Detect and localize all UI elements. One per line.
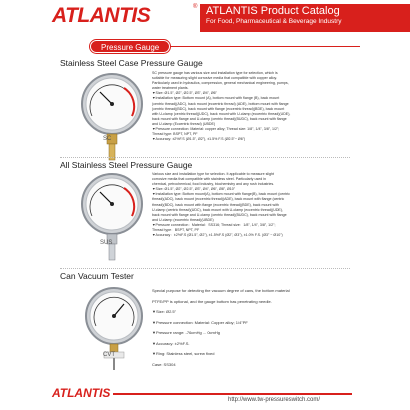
- section-rule: [150, 46, 360, 47]
- divider: [60, 268, 350, 269]
- registered-mark: ®: [193, 4, 198, 10]
- vacuum-gauge-icon: [84, 286, 144, 372]
- product-code: SC: [103, 136, 112, 142]
- product-title: Can Vacuum Tester: [60, 271, 134, 281]
- product-code: CVT: [103, 352, 115, 358]
- product-description: SC pressure gauge has various size and installation type for selection, which is suitable for measuring slight corrosive media that compatible with copper alloy. Particularly used in hydraulics, compression, general mechanical engineering, pumps, water treatment plants. ▼Size: Ø1.5", Ø2", Ø2.5", Ø3", Ø4", Ø6" ▼Installation type: Bottom mount (A), bottom mount with flange (B), back mount (centric thread)(ADC), back mount (eccentric thread) (ADE), bottom mount with flange (centric thread)(BDC), back mount with flange (eccentric thread)(BDE), back mount with U-clamp (centric thread)(UDC), back mount with U-clamp (eccentric thread)(UDE), back mount with flange and U-clamp (centric thread)(BUDC), back mount with flange and U-clamp (Eccentric thread) (UBDE) ▼Pressure connection: Material: copper alloy; Thread size: 1/8", 1/4", 3/8", 1/2"; Thread type: BSPT, NPT, PF ▼Accuracy: ±2%F.S (Ø1.5", Ø2"), ±1.5% F.S (Ø2.5"~ Ø6"): [152, 71, 291, 142]
- catalog-subtitle: For Food, Pharmaceutical & Beverage Industry: [206, 18, 342, 25]
- catalog-title-bar: [200, 4, 410, 32]
- pressure-gauge-icon: [80, 172, 144, 264]
- catalog-header: [0, 0, 410, 30]
- product-description: Special purpose for detecting the vacuum degree of cans, the bottom material PTFE/PP is optional, and the gauge bottom has penetrating needle. ▼Size: Ø2.5" ▼Pressure connection: Material: Copper alloy; 1/4"PF ▼Pressure range: -76cmHg ... 0cmHg ▼Accuracy: ±2%F.S. ▼Ring: Stainless steel, screw fixed Case: SS304: [152, 288, 290, 367]
- section-heading: Pressure Gauge: [90, 40, 170, 53]
- product-description: Various size and installation type for selection. It applicable to measure slight corrosive media that compatible with stainless steel. Particularly used in chemical, petrochemical, food industry, biochemistry and any rush industries. ▼Size: Ø1.5", Ø2", Ø2.5", Ø3", Ø4", Ø6", Ø8", Ø10" ▼Installation type: Bottom mount(A), bottom mount with flange(B), back mount (centric thread)(ADC), back mount (eccentric thread)(ADE), back mount with flange (centric thread)(BDC), back mount with flange (eccentric thread)(BDE), back mount with U-clamp (centric thread)(UDC), back mount with U-clamp (eccentric thread)(UDE), back mount with flange and U-clamp (centric thread)(BUDC), back mount with flange and U-clamp (eccentric thread)(UBDE) ▼Pressure connection：Material：SS316; Thread size：1/8", 1/4", 3/8", 1/2"; Thread type：BSPT, NPT, PF ▼Accuracy：±2%F.S (Ø1.5", Ø2"), ±1.5%F.S (Ø2", Ø3"), ±1.0% F.S. (Ø3" ~ Ø10"): [152, 172, 290, 238]
- product-title: All Stainless Steel Pressure Gauge: [60, 160, 193, 170]
- brand-logo: ATLANTIS: [52, 4, 151, 27]
- divider: [60, 157, 350, 158]
- footer-url-link[interactable]: http://www.tw-pressureswitch.com/: [228, 397, 321, 403]
- product-code: SUS: [100, 240, 113, 246]
- pressure-gauge-icon: [80, 72, 144, 164]
- product-title: Stainless Steel Case Pressure Gauge: [60, 58, 203, 68]
- catalog-title: ATLANTIS Product Catalog: [206, 5, 340, 17]
- footer-logo: ATLANTIS: [52, 386, 113, 400]
